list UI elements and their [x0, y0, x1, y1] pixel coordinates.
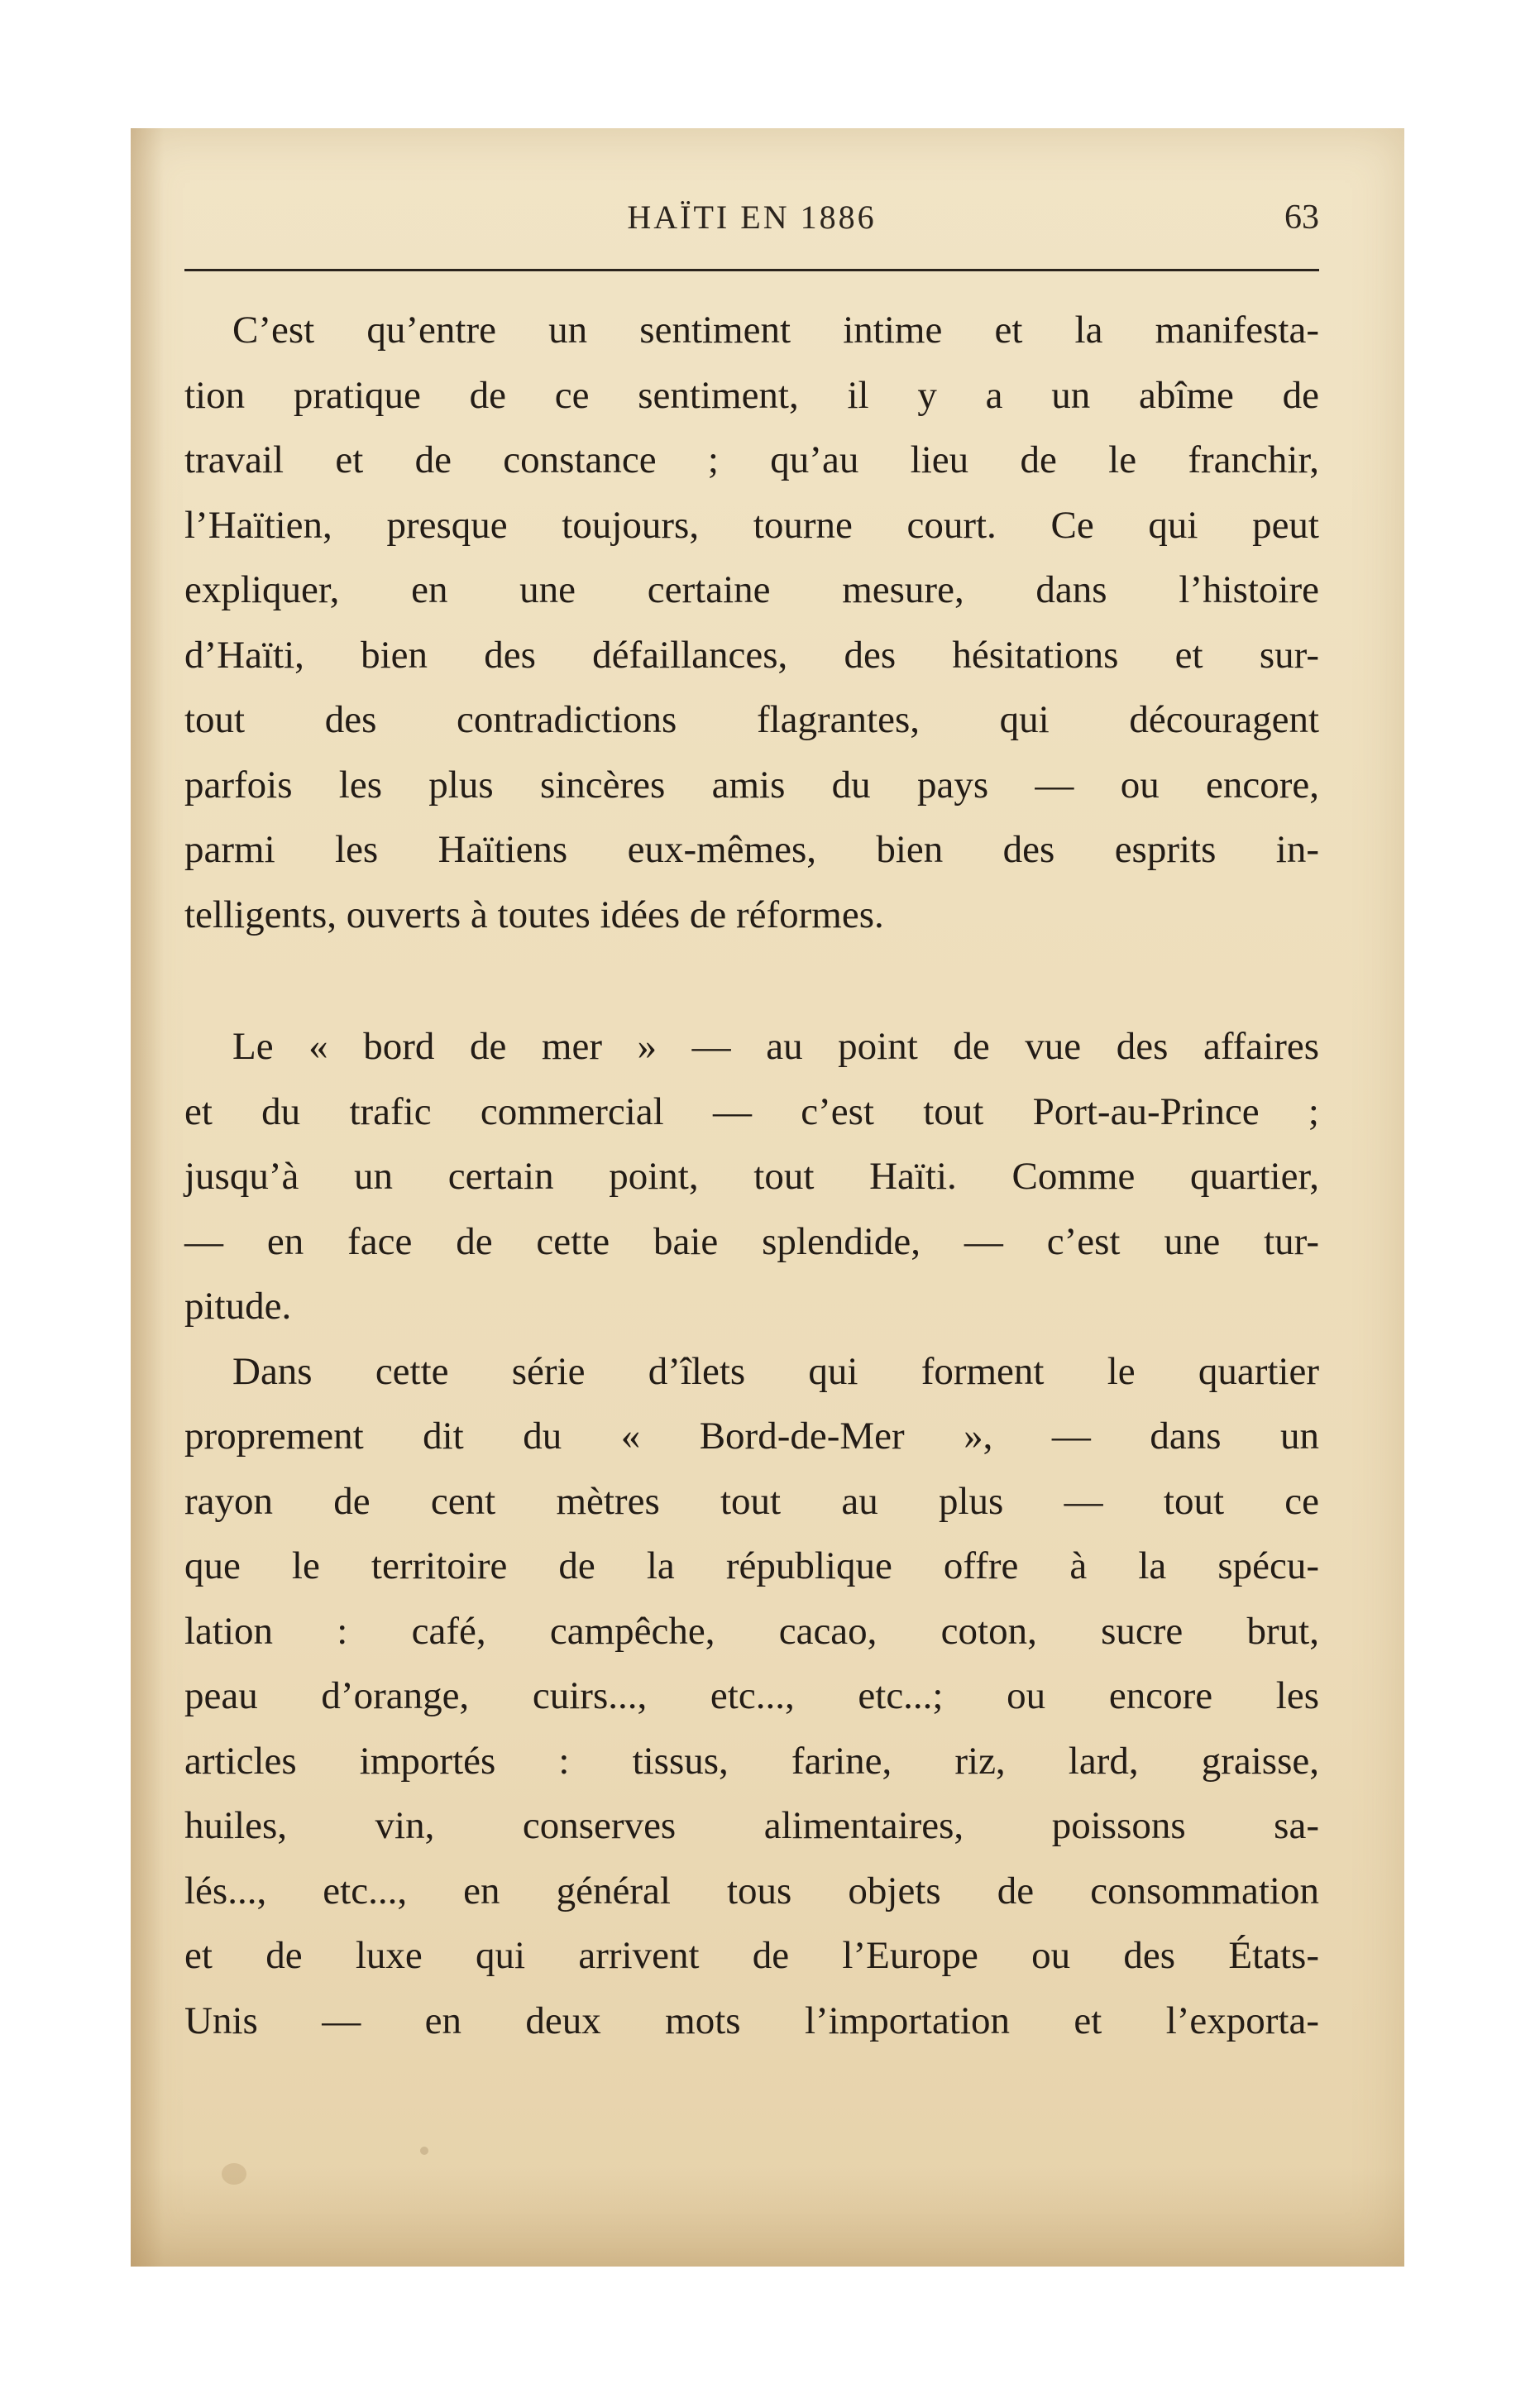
running-title: HAÏTI EN 1886	[627, 199, 877, 236]
book-page	[131, 128, 1404, 2267]
text-line: peau d’orange, cuirs..., etc..., etc...; ou encore les	[184, 1674, 1319, 1717]
text-line: tion pratique de ce sentiment, il y a un abîme de	[184, 373, 1319, 417]
text-line: Unis — en deux mots l’importation et l’exporta-	[184, 1999, 1319, 2042]
paragraph-gap	[184, 947, 1319, 1014]
text-line: proprement dit du « Bord-de-Mer », — dans un	[184, 1415, 1319, 1458]
text-line: tout des contradictions flagrantes, qui découragent	[184, 698, 1319, 741]
text-line: C’est qu’entre un sentiment intime et la manifesta-	[232, 309, 1319, 352]
text-line: huiles, vin, conserves alimentaires, poissons sa-	[184, 1804, 1319, 1847]
paragraph	[184, 1014, 1319, 1339]
text-line: pitude.	[184, 1285, 292, 1328]
text-line: lation : café, campêche, cacao, coton, sucre brut,	[184, 1609, 1319, 1653]
text-line: jusqu’à un certain point, tout Haïti. Comme quartier,	[184, 1155, 1319, 1198]
text-line: l’Haïtien, presque toujours, tourne court. Ce qui peut	[184, 503, 1319, 547]
page-header	[184, 198, 1319, 247]
page-number: 63	[1284, 199, 1319, 237]
body-text	[184, 298, 1319, 2053]
header-rule	[184, 269, 1319, 271]
text-line: rayon de cent mètres tout au plus — tout ce	[184, 1479, 1319, 1523]
text-line: articles importés : tissus, farine, riz, lard, graisse,	[184, 1739, 1319, 1783]
paper-stain	[222, 2163, 246, 2185]
paragraph	[184, 298, 1319, 947]
text-line: parfois les plus sincères amis du pays — ou encore,	[184, 763, 1319, 807]
text-line: — en face de cette baie splendide, — c’est une tur-	[184, 1219, 1319, 1263]
paragraph	[184, 1339, 1319, 2054]
text-line: Dans cette série d’îlets qui forment le quartier	[232, 1349, 1319, 1393]
text-line: telligents, ouverts à toutes idées de réformes.	[184, 893, 884, 936]
text-line: que le territoire de la république offre à la spécu-	[184, 1544, 1319, 1587]
text-line: expliquer, en une certaine mesure, dans l’histoire	[184, 568, 1319, 611]
text-line: lés..., etc..., en général tous objets de consommation	[184, 1869, 1319, 1913]
paper-stain	[420, 2147, 428, 2155]
text-line: parmi les Haïtiens eux-mêmes, bien des esprits in-	[184, 828, 1319, 871]
text-line: et du trafic commercial — c’est tout Port-au-Prince ;	[184, 1089, 1319, 1133]
text-line: d’Haïti, bien des défaillances, des hésitations et sur-	[184, 633, 1319, 677]
text-line: Le « bord de mer » — au point de vue des affaires	[232, 1025, 1319, 1068]
text-line: et de luxe qui arrivent de l’Europe ou des États-	[184, 1934, 1319, 1977]
text-line: travail et de constance ; qu’au lieu de le franchir,	[184, 438, 1319, 481]
